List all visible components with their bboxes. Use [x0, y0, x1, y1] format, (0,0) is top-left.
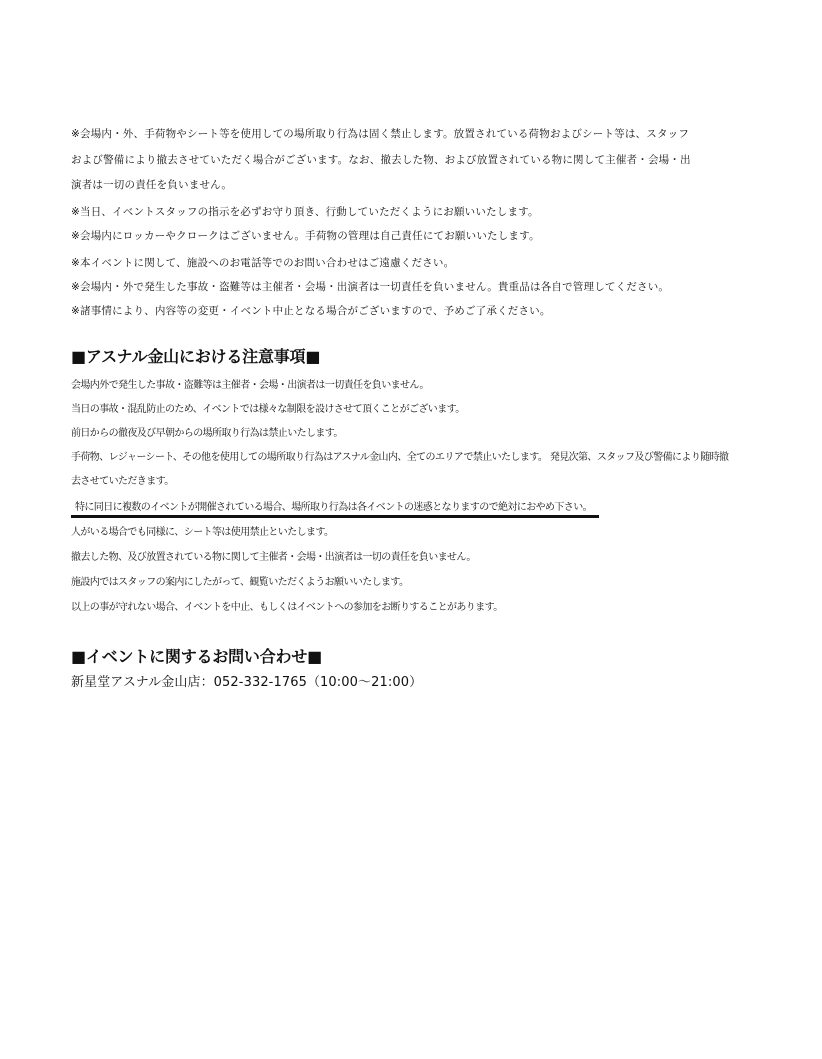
contact-info: 新星堂アスナル金山店：052-332-1765（10:00～21:00）: [71, 675, 423, 690]
asunal-rule-line: 人がいる場合でも同様に、シート等は使用禁止といたします。: [71, 527, 334, 538]
notice-line: ※会場内・外で発生した事故・盗難等は主催者・会場・出演者は一切責任を負いません。貴重品は各自で管理してください。: [71, 281, 670, 293]
notice-line: ※会場内・外、手荷物やシート等を使用しての場所取り行為は固く禁止します。放置されている荷物およびシート等は、スタッフ: [71, 128, 690, 140]
asunal-rule-line: 前日からの徹夜及び早朝からの場所取り行為は禁止いたします。: [71, 428, 343, 439]
asunal-rule-line: 当日の事故・混乱防止のため、イベントでは様々な制限を設けさせて頂くことがございます。: [71, 404, 465, 415]
asunal-rule-line: 以上の事が守れない場合、イベントを中止、もしくはイベントへの参加をお断りすることがあります。: [71, 602, 503, 613]
notice-line: ※諸事情により、内容等の変更・イベント中止となる場合がございますので、予めご了承ください。: [71, 305, 551, 317]
notice-line: ※当日、イベントスタッフの指示を必ずお守り頂き、行動していただくようにお願いいたします。: [71, 206, 539, 218]
notice-line: ※本イベントに関して、施設へのお電話等でのお問い合わせはご遠慮ください。: [71, 257, 455, 269]
asunal-rule-line: 撤去した物、及び放置されている物に関して主催者・会場・出演者は一切の責任を負いません。: [71, 552, 476, 563]
section-heading-asunal: ■アスナル金山における注意事項■: [71, 347, 321, 366]
notice-line: および警備により撤去させていただく場合がございます。なお、撤去した物、および放置されている物に関して主催者・会場・出: [71, 154, 691, 166]
emphasis-underline: [71, 515, 599, 518]
asunal-rule-line: 手荷物、レジャーシート、その他を使用しての場所取り行為はアスナル金山内、全てのエリアで禁止いたします。 発見次第、スタッフ及び警備により随時撤: [71, 452, 729, 463]
asunal-rule-line: 会場内外で発生した事故・盗難等は主催者・会場・出演者は一切責任を負いません。: [71, 380, 429, 391]
notice-line: ※会場内にロッカーやクロークはございません。手荷物の管理は自己責任にてお願いいたします。: [71, 230, 540, 242]
asunal-rule-line: 施設内ではスタッフの案内にしたがって、観覧いただくようお願いいたします。: [71, 577, 409, 588]
asunal-rule-line: 去させていただきます。: [71, 476, 174, 487]
notice-line: 演者は一切の責任を負いません。: [71, 179, 233, 191]
asunal-rule-line-emphasized: 特に同日に複数のイベントが開催されている場合、場所取り行為は各イベントの迷惑となりますので絶対におやめ下さい。: [75, 502, 592, 513]
section-heading-inquiry: ■イベントに関するお問い合わせ■: [71, 647, 323, 666]
